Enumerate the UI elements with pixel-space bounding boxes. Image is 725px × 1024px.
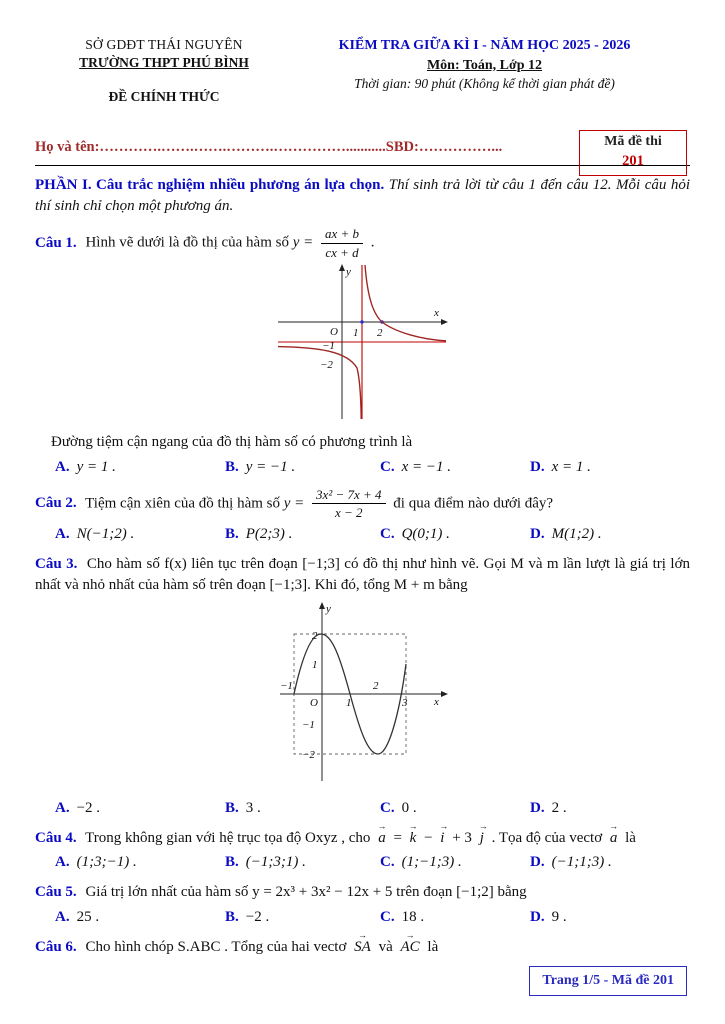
exam-title: KIỂM TRA GIỮA KÌ I - NĂM HỌC 2025 - 2026: [338, 38, 631, 53]
q4-vector-i: i →: [439, 828, 445, 850]
question-3-stem: [35, 554, 690, 598]
question-5-label: Câu 5.: [35, 884, 77, 901]
q3-option-b-text: 3 .: [245, 799, 261, 816]
q4-option-a-text: (1;3;−1) .: [76, 854, 137, 871]
q2-option-c-text: Q(0;1) .: [401, 525, 450, 542]
page-number: Trang 1/5 - Mã đề 201: [542, 972, 674, 988]
q6-text-mid: và: [378, 938, 393, 955]
q1-figure: [35, 262, 690, 430]
q1-formula-lhs: y =: [292, 234, 314, 251]
q5-option-a: [55, 907, 225, 929]
q3-origin-label: O: [309, 697, 318, 710]
q1-option-a: [55, 457, 225, 479]
question-6-text: Cho hình chóp S.ABC . Tổng của hai vectơ: [85, 938, 347, 955]
question-5-stem: [35, 882, 690, 904]
q2-option-d: [530, 524, 690, 546]
q4-minus: −: [424, 829, 433, 846]
q1-option-d: [530, 457, 690, 479]
question-3-label: Câu 3.: [35, 555, 78, 572]
q4-text-after: là: [625, 829, 636, 846]
q1-fraction-denominator: cx + d: [325, 244, 359, 260]
question-1: [35, 226, 690, 478]
q4-vector-a: a →: [377, 828, 387, 850]
q1-option-d-letter: D.: [530, 458, 545, 475]
official-exam-label: ĐỀ CHÍNH THỨC: [108, 89, 220, 105]
q2-option-a-text: N(−1;2) .: [76, 525, 135, 542]
question-2-label: Câu 2.: [35, 495, 77, 512]
q4-vector-k: k →: [409, 828, 418, 850]
q6-vector-ac: AC →: [400, 937, 421, 959]
q5-option-c-text: 18 .: [401, 908, 425, 925]
student-name-line: Họ và tên:………….…….…….……….……………...........SBD:……………...: [35, 138, 503, 155]
duration-line: Thời gian: 90 phút (Không kể thời gian phát đề): [354, 76, 615, 92]
q5-option-c-letter: C.: [380, 908, 395, 925]
q6-text-after: là: [427, 938, 439, 955]
q2-text-after: đi qua điểm nào dưới đây?: [393, 495, 554, 512]
q3-xtick-minus1: −1: [279, 680, 293, 693]
q1-x-axis-label: x: [433, 307, 439, 320]
q4-text-mid: . Tọa độ của vectơ: [491, 829, 603, 846]
q3-option-b: [225, 798, 380, 820]
q3-option-b-letter: B.: [225, 799, 239, 816]
q4-option-d-text: (−1;1;3) .: [551, 854, 612, 871]
exam-code-label: Mã đề thi: [604, 134, 662, 149]
q3-option-c-text: 0 .: [401, 799, 417, 816]
q4-option-a-letter: A.: [55, 854, 70, 871]
q3-option-d: [530, 798, 690, 820]
department-name: SỞ GDĐT THÁI NGUYÊN: [85, 37, 243, 52]
question-2-text: Tiệm cận xiên của đồ thị hàm số: [85, 495, 281, 512]
q4-option-d: [530, 852, 690, 874]
q4-plus3: + 3: [452, 829, 472, 846]
school-name: TRƯỜNG THPT PHÚ BÌNH: [79, 55, 249, 71]
header-left: [35, 36, 293, 107]
q5-option-b: [225, 907, 380, 929]
question-5: [35, 882, 690, 929]
q3-option-d-text: 2 .: [551, 799, 567, 816]
q3-x-axis-arrow: [441, 691, 448, 697]
q1-fraction: [321, 226, 363, 260]
q1-xtick-1: 1: [352, 327, 358, 340]
question-4-text: Trong không gian với hệ trục tọa độ Oxyz , cho: [85, 829, 371, 846]
q1-option-c-letter: C.: [380, 458, 395, 475]
question-2-stem: [35, 487, 690, 521]
part1-instructions: Thí sinh trả lời từ câu 1 đến câu 12. Mỗi câu hỏi thí sinh chỉ chọn một phương án.: [35, 176, 691, 215]
question-2-options: [35, 524, 690, 546]
q1-xtick-2: 2: [376, 327, 382, 340]
q3-option-a: [55, 798, 225, 820]
q1-option-b: [225, 457, 380, 479]
q4-option-b: [225, 852, 380, 874]
question-1-stem: [35, 226, 690, 260]
question-4-stem: [35, 828, 690, 850]
question-1-prompt: Đường tiệm cận ngang của đồ thị hàm số có phương trình là: [51, 434, 413, 451]
q5-option-d-letter: D.: [530, 908, 545, 925]
q4-option-b-letter: B.: [225, 854, 239, 871]
q2-option-d-text: M(1;2) .: [551, 525, 602, 542]
q3-option-c-letter: C.: [380, 799, 395, 816]
q3-ytick-1: 1: [311, 659, 317, 672]
q4-option-b-text: (−1;3;1) .: [245, 854, 306, 871]
question-3: [35, 554, 690, 820]
question-4-label: Câu 4.: [35, 829, 77, 846]
q3-xtick-2: 2: [372, 680, 378, 693]
q3-option-d-letter: D.: [530, 799, 545, 816]
q3-x-axis-label: x: [433, 696, 439, 709]
q5-option-a-letter: A.: [55, 908, 70, 925]
q1-graph: [274, 262, 452, 422]
q1-fraction-numerator: ax + b: [321, 226, 363, 244]
q1-text-after: .: [370, 234, 375, 251]
question-3-options: [35, 798, 690, 820]
q3-ytick-minus2: −2: [301, 749, 315, 762]
q3-graph: [274, 599, 452, 787]
question-5-text: Giá trị lớn nhất của hàm số y = 2x³ + 3x² − 12x + 5 trên đoạn [−1;2] bằng: [85, 884, 527, 901]
q2-formula-lhs: y =: [283, 495, 305, 512]
question-6-stem: [35, 937, 690, 959]
q3-option-a-letter: A.: [55, 799, 70, 816]
q1-option-a-text: y = 1 .: [76, 458, 116, 475]
q1-y-axis-arrow: [339, 264, 345, 271]
question-1-label: Câu 1.: [35, 234, 77, 251]
q3-xtick-1: 1: [345, 697, 351, 710]
q3-option-a-text: −2 .: [76, 799, 101, 816]
q1-ytick-minus1: −1: [321, 340, 335, 353]
question-1-text: Hình vẽ dưới là đồ thị của hàm số: [85, 234, 289, 251]
q5-option-b-letter: B.: [225, 908, 239, 925]
q3-y-axis-label: y: [325, 603, 331, 616]
q3-option-c: [380, 798, 530, 820]
q1-y-axis-label: y: [345, 266, 351, 279]
q2-option-c: [380, 524, 530, 546]
q2-option-b-letter: B.: [225, 525, 239, 542]
q4-vector-a2: a →: [609, 828, 619, 850]
part1-title: PHẦN I. Câu trắc nghiệm nhiều phương án lựa chọn.: [35, 176, 385, 193]
q4-option-d-letter: D.: [530, 854, 545, 871]
header-right: [293, 36, 690, 107]
question-3-text: Cho hàm số f(x) liên tục trên đoạn [−1;3] có đồ thị như hình vẽ. Gọi M và m lần lượt là giá trị lớn nhất và nhỏ nhất của hàm số trên đoạn [−1;3]. Khi đó, tổng M + m bằng: [35, 555, 690, 594]
q4-vector-j: j →: [479, 828, 485, 850]
q4-option-c-letter: C.: [380, 854, 395, 871]
q4-option-c-text: (1;−1;3) .: [401, 854, 462, 871]
q1-x-axis-arrow: [441, 319, 448, 325]
q5-option-b-text: −2 .: [245, 908, 270, 925]
q2-option-a-letter: A.: [55, 525, 70, 542]
q3-y-axis-arrow: [319, 602, 325, 609]
subject-line: Môn: Toán, Lớp 12: [426, 57, 543, 73]
q4-option-c: [380, 852, 530, 874]
q3-ytick-minus1: −1: [301, 719, 315, 732]
q2-fraction-numerator: 3x² − 7x + 4: [312, 487, 385, 505]
header: [35, 36, 690, 107]
q1-option-d-text: x = 1 .: [551, 458, 591, 475]
q1-option-b-text: y = −1 .: [245, 458, 296, 475]
q4-equals: =: [393, 829, 402, 846]
exam-code-box: [579, 130, 687, 176]
q1-origin-label: O: [329, 326, 338, 339]
q3-figure: [35, 599, 690, 795]
question-2: [35, 487, 690, 546]
q3-xtick-3: 3: [401, 697, 407, 710]
q2-option-a: [55, 524, 225, 546]
q1-tick-dot-1: [360, 321, 363, 324]
q1-option-c-text: x = −1 .: [401, 458, 451, 475]
q1-option-c: [380, 457, 530, 479]
q2-option-d-letter: D.: [530, 525, 545, 542]
q1-option-b-letter: B.: [225, 458, 239, 475]
q5-option-a-text: 25 .: [76, 908, 100, 925]
q2-option-c-letter: C.: [380, 525, 395, 542]
q1-ytick-minus2: −2: [319, 359, 333, 372]
q1-option-a-letter: A.: [55, 458, 70, 475]
question-5-options: [35, 907, 690, 929]
question-4-options: [35, 852, 690, 874]
q1-curve-left-branch: [278, 347, 361, 419]
question-4: [35, 828, 690, 875]
q5-option-d: [530, 907, 690, 929]
q5-option-d-text: 9 .: [551, 908, 567, 925]
q4-option-a: [55, 852, 225, 874]
part1-heading: [35, 175, 690, 219]
q2-fraction: [312, 487, 385, 521]
page-footer: [529, 966, 687, 996]
q2-option-b-text: P(2;3) .: [245, 525, 293, 542]
question-6: [35, 937, 690, 959]
q2-fraction-denominator: x − 2: [335, 505, 363, 521]
q5-option-c: [380, 907, 530, 929]
exam-code-value: 201: [622, 152, 644, 169]
q3-ytick-2: 2: [311, 630, 317, 643]
q6-vector-sa: SA →: [353, 937, 372, 959]
question-1-options: [35, 457, 690, 479]
question-6-label: Câu 6.: [35, 938, 77, 955]
q2-option-b: [225, 524, 380, 546]
